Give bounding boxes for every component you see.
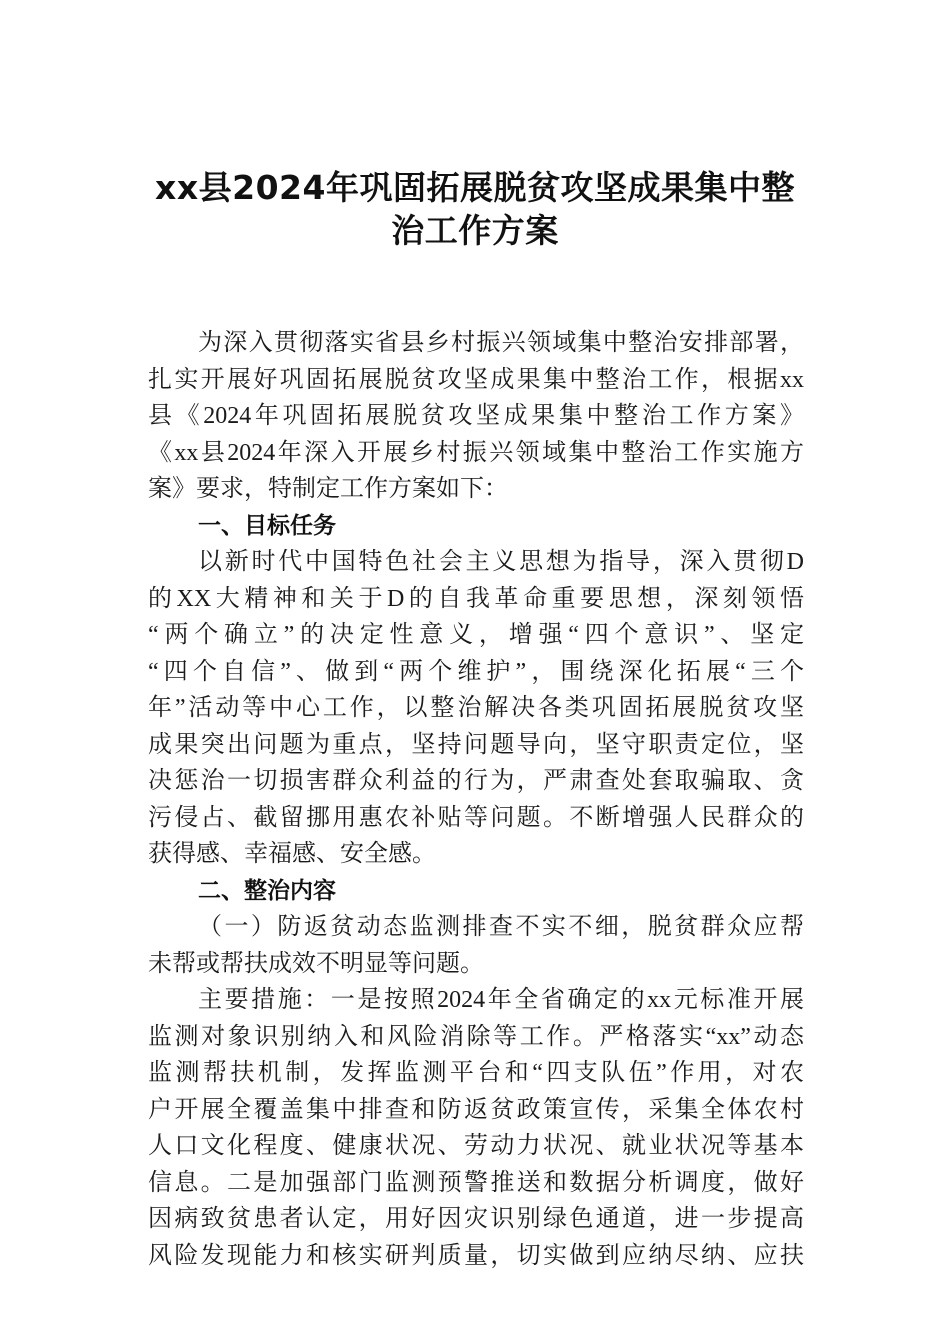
measures-line: 监测帮扶机制，发挥监测平台和“四支队伍”作用，对农 — [148, 1060, 804, 1086]
document-title-line-2: 治工作方案 — [391, 211, 559, 250]
section-heading-goals: 一、目标任务 — [198, 512, 336, 539]
goal-line: 污侵占、截留挪用惠农补贴等问题。不断增强人民群众的 — [148, 804, 804, 831]
item-line: （一）防返贫动态监测排查不实不细，脱贫群众应帮 — [198, 914, 804, 940]
section-heading-contents: 二、整治内容 — [198, 877, 336, 904]
measures-line: 因病致贫患者认定，用好因灾识别绿色通道，进一步提高 — [148, 1206, 804, 1232]
goal-line: 以新时代中国特色社会主义思想为指导，深入贯彻D — [198, 549, 804, 575]
intro-line: 案》要求，特制定工作方案如下： — [148, 476, 508, 502]
goal-line: 获得感、幸福感、安全感。 — [148, 841, 436, 867]
intro-line: 《xx县2024年深入开展乡村振兴领域集中整治工作实施方 — [148, 439, 804, 466]
goal-line: 年”活动等中心工作，以整治解决各类巩固拓展脱贫攻坚 — [148, 695, 804, 721]
document-title-line-1: xx县2024年巩固拓展脱贫攻坚成果集中整 — [155, 168, 795, 207]
measures-line: 风险发现能力和核实研判质量，切实做到应纳尽纳、应扶 — [148, 1242, 804, 1269]
measures-line: 人口文化程度、健康状况、劳动力状况、就业状况等基本 — [148, 1133, 804, 1159]
measures-line: 户开展全覆盖集中排查和防返贫政策宣传，采集全体农村 — [148, 1096, 804, 1123]
goal-line: 的XX大精神和关于D的自我革命重要思想，深刻领悟 — [148, 585, 804, 612]
goal-line: 成果突出问题为重点，坚持问题导向，坚守职责定位，坚 — [148, 731, 804, 758]
intro-line: 扎实开展好巩固拓展脱贫攻坚成果集中整治工作，根据xx — [148, 366, 804, 393]
goal-line: “四个自信”、做到“两个维护”，围绕深化拓展“三个 — [148, 658, 804, 685]
intro-line: 为深入贯彻落实省县乡村振兴领域集中整治安排部署， — [198, 330, 804, 356]
intro-line: 县《2024年巩固拓展脱贫攻坚成果集中整治工作方案》 — [148, 403, 804, 429]
measures-line: 主要措施：一是按照2024年全省确定的xx元标准开展 — [198, 987, 804, 1013]
goal-line: “两个确立”的决定性意义，增强“四个意识”、坚定 — [148, 622, 804, 648]
goal-line: 决惩治一切损害群众利益的行为，严肃查处套取骗取、贪 — [148, 768, 804, 794]
document-body — [148, 325, 804, 1274]
item-line: 未帮或帮扶成效不明显等问题。 — [148, 950, 484, 977]
measures-line: 监测对象识别纳入和风险消除等工作。严格落实“xx”动态 — [148, 1023, 804, 1050]
measures-line: 信息。二是加强部门监测预警推送和数据分析调度，做好 — [148, 1169, 804, 1196]
